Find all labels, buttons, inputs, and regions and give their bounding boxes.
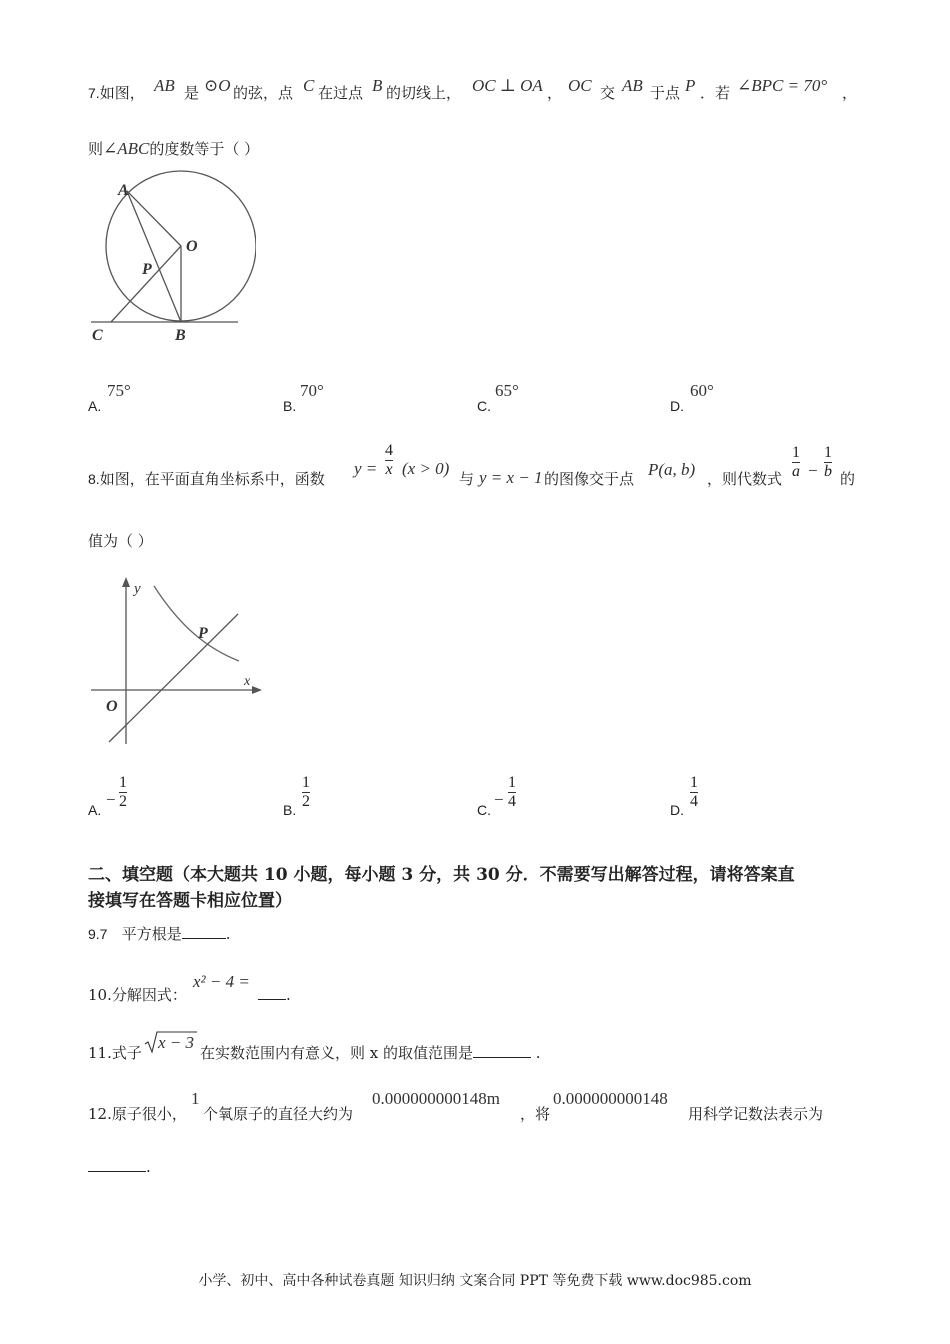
q7-math-circle-o: ⊙O xyxy=(204,76,231,95)
q7-option-c-value: 65° xyxy=(495,381,519,400)
q8-option-a-letter: A. xyxy=(88,802,102,818)
q7-number: 7. xyxy=(88,85,100,101)
label-b: B xyxy=(175,327,186,344)
q8-func-lhs: y = xyxy=(354,459,378,478)
x-axis-arrow xyxy=(252,686,262,694)
q10-prefix: 10.分解因式： xyxy=(88,986,187,1004)
q8-option-d-fraction: 1 4 xyxy=(690,774,698,810)
segment-oa xyxy=(127,191,181,246)
q8-option-b-fraction: 1 2 xyxy=(302,774,310,810)
q12-value: 0.000000000148 xyxy=(553,1089,668,1108)
q12-prefix: 12.原子很小， xyxy=(88,1105,187,1123)
label-p: P xyxy=(142,261,152,278)
q8-option-c-letter: C. xyxy=(477,802,491,818)
y-axis-arrow xyxy=(122,577,130,587)
section2-heading-line1: 二、填空题（本大题共 10 小题，每小题 3 分，共 30 分．不需要写出解答过程，请将答案直 xyxy=(88,865,795,885)
q7-option-b-letter: B. xyxy=(283,398,297,414)
q10-answer: . xyxy=(258,986,291,1004)
q11-prefix: 11.式子 xyxy=(88,1044,142,1062)
label-o: O xyxy=(106,698,118,715)
q8-point-p: P(a, b) xyxy=(648,460,696,479)
q12-value-m: 0.000000000148m xyxy=(372,1089,500,1108)
q7-math-ab: AB xyxy=(154,76,175,95)
q11-radicand: x − 3 xyxy=(158,1033,195,1052)
q8-expr-fraction-2: 1 b xyxy=(824,444,832,480)
q8-func-condition: (x > 0) xyxy=(402,459,450,478)
q7-circle-figure xyxy=(86,170,256,350)
q7-option-d-letter: D. xyxy=(670,398,684,414)
q9-answer-blank[interactable] xyxy=(182,938,226,939)
q7-math-oc: OC xyxy=(568,76,592,95)
label-p: P xyxy=(198,625,208,642)
q7-math-angle-abc: ∠ABC xyxy=(103,139,150,158)
q12-answer-blank[interactable] xyxy=(88,1171,146,1172)
q11-line: 在实数范围内有意义，则 x 的取值范围是 . xyxy=(200,1044,541,1062)
q8-line2: 值为（ ） xyxy=(88,532,153,550)
q7-option-a-letter: A. xyxy=(88,398,102,414)
q8-expr-fraction-1: 1 a xyxy=(792,444,800,480)
q11-answer-blank[interactable] xyxy=(473,1057,531,1058)
chord-ab xyxy=(127,191,181,322)
q8-graph-figure xyxy=(86,572,271,750)
q7-option-c-letter: C. xyxy=(477,398,491,414)
q10-answer-blank[interactable] xyxy=(258,999,286,1000)
q7-option-a-value: 75° xyxy=(107,381,131,400)
q8-line1: 8.如图，在平面直角坐标系中，函数 xyxy=(88,470,325,488)
q7-math-angle-bpc: ∠BPC = 70° xyxy=(737,76,828,95)
line-graph xyxy=(109,614,238,742)
q12-answer-line: . xyxy=(88,1158,151,1176)
q7-math-c: C xyxy=(303,76,315,95)
label-o: O xyxy=(186,238,198,255)
section2-heading-line2: 接填写在答题卡相应位置） xyxy=(88,891,292,911)
q8-func-fraction: 4 x xyxy=(385,442,393,478)
label-x: x xyxy=(244,674,251,689)
q8-option-a-fraction: 1 2 xyxy=(119,774,127,810)
q7-option-b-value: 70° xyxy=(300,381,324,400)
label-c: C xyxy=(92,327,103,344)
q7-line2: 则∠ABC的度数等于（ ） xyxy=(88,139,260,158)
q7-math-perp: OC ⊥ OA xyxy=(472,76,543,95)
q7-line1: 7.如图， xyxy=(88,84,145,102)
label-y: y xyxy=(134,581,141,597)
label-a: A xyxy=(118,182,129,199)
segment-oc xyxy=(111,246,181,322)
q8-option-c-fraction: 1 4 xyxy=(508,774,516,810)
q9-line: 9.7 平方根是 . xyxy=(88,925,231,943)
q8-line-func: y = x − 1 xyxy=(479,468,543,487)
q10-expr: x² − 4 = xyxy=(193,972,250,991)
q7-option-d-value: 60° xyxy=(690,381,714,400)
page-footer: 小学、初中、高中各种试卷真题 知识归纳 文案合同 PPT 等免费下载 www.doc985.com xyxy=(198,1273,752,1289)
hyperbola-curve xyxy=(154,586,239,661)
q8-option-b-letter: B. xyxy=(283,802,297,818)
q7-math-b: B xyxy=(372,76,383,95)
q8-option-d-letter: D. xyxy=(670,802,684,818)
